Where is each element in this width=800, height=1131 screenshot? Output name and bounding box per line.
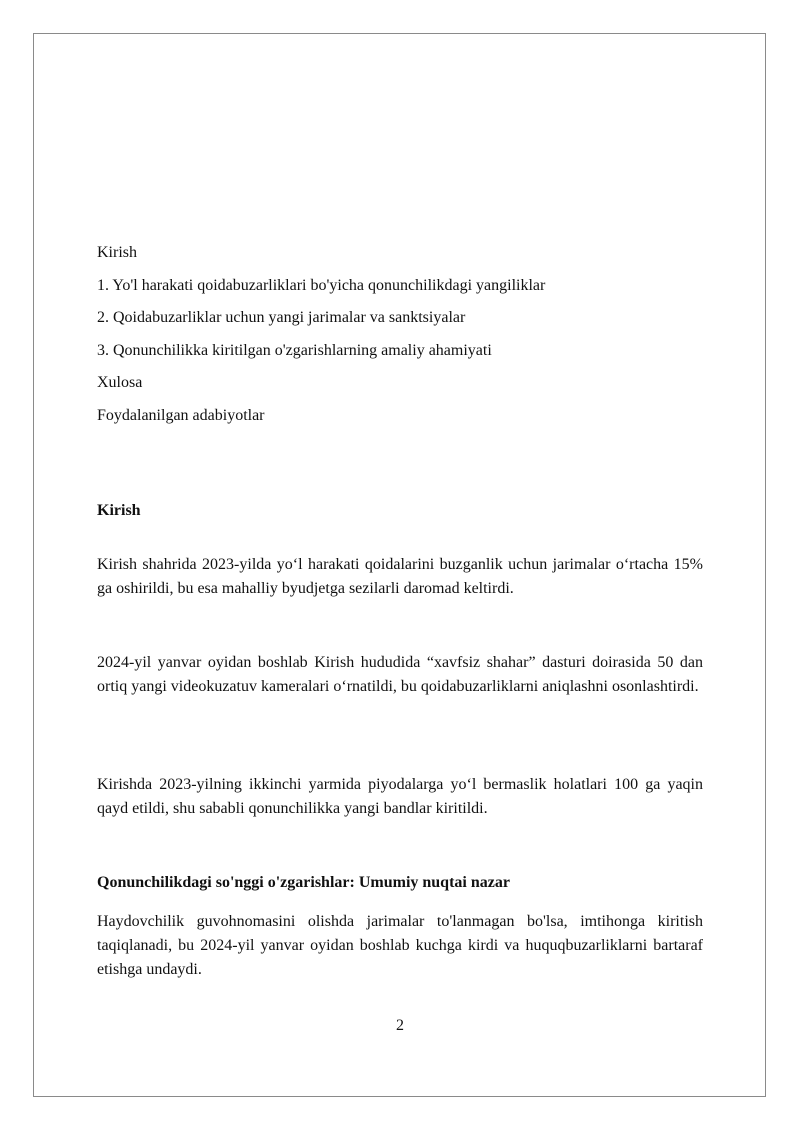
page-number: 2 xyxy=(396,1017,404,1034)
paragraph-fines-increase: Kirish shahrida 2023-yilda yo‘l harakati qoidalarini buzganlik uchun jarimalar o‘rtacha 15% ga oshirildi, bu esa mahalliy byudjetga sezilarli daromad keltirdi. xyxy=(97,556,703,597)
toc-item-introduction: Kirish xyxy=(97,244,137,261)
paragraph-license-exam-ban: Haydovchilik guvohnomasini olishda jarimalar to'lanmagan bo'lsa, imtihonga kiritish taqiqlanadi, bu 2024-yil yanvar oyidan boshlab kuchga kirdi va huquqbuzarliklarni bartaraf etishga undaydi. xyxy=(97,913,703,978)
section-heading-introduction: Kirish xyxy=(97,502,141,519)
table-of-contents xyxy=(97,241,703,436)
toc-item-chapter-1: 1. Yo'l harakati qoidabuzarliklari bo'yicha qonunchilikdagi yangiliklar xyxy=(97,276,546,294)
paragraph-pedestrian-violations: Kirishda 2023-yilning ikkinchi yarmida piyodalarga yo‘l bermaslik holatlari 100 ga yaqin qayd etildi, shu sababli qonunchilikka yangi bandlar kiritildi. xyxy=(97,776,703,817)
paragraph-video-cameras: 2024-yil yanvar oyidan boshlab Kirish hududida “xavfsiz shahar” dasturi doirasida 50 dan ortiq yangi videokuzatuv kameralari o‘rnatildi, bu qoidabuzarliklarni aniqlashni osonlashtirdi. xyxy=(97,654,703,695)
toc-item-chapter-2: 2. Qoidabuzarliklar uchun yangi jarimalar va sanktsiyalar xyxy=(97,309,466,326)
toc-item-conclusion: Xulosa xyxy=(97,374,143,391)
toc-item-chapter-3: 3. Qonunchilikka kiritilgan o'zgarishlarning amaliy ahamiyati xyxy=(97,341,492,359)
toc-item-references: Foydalanilgan adabiyotlar xyxy=(97,406,265,424)
section-heading-legislation-overview: Qonunchilikdagi so'nggi o'zgarishlar: Umumiy nuqtai nazar xyxy=(97,874,510,891)
